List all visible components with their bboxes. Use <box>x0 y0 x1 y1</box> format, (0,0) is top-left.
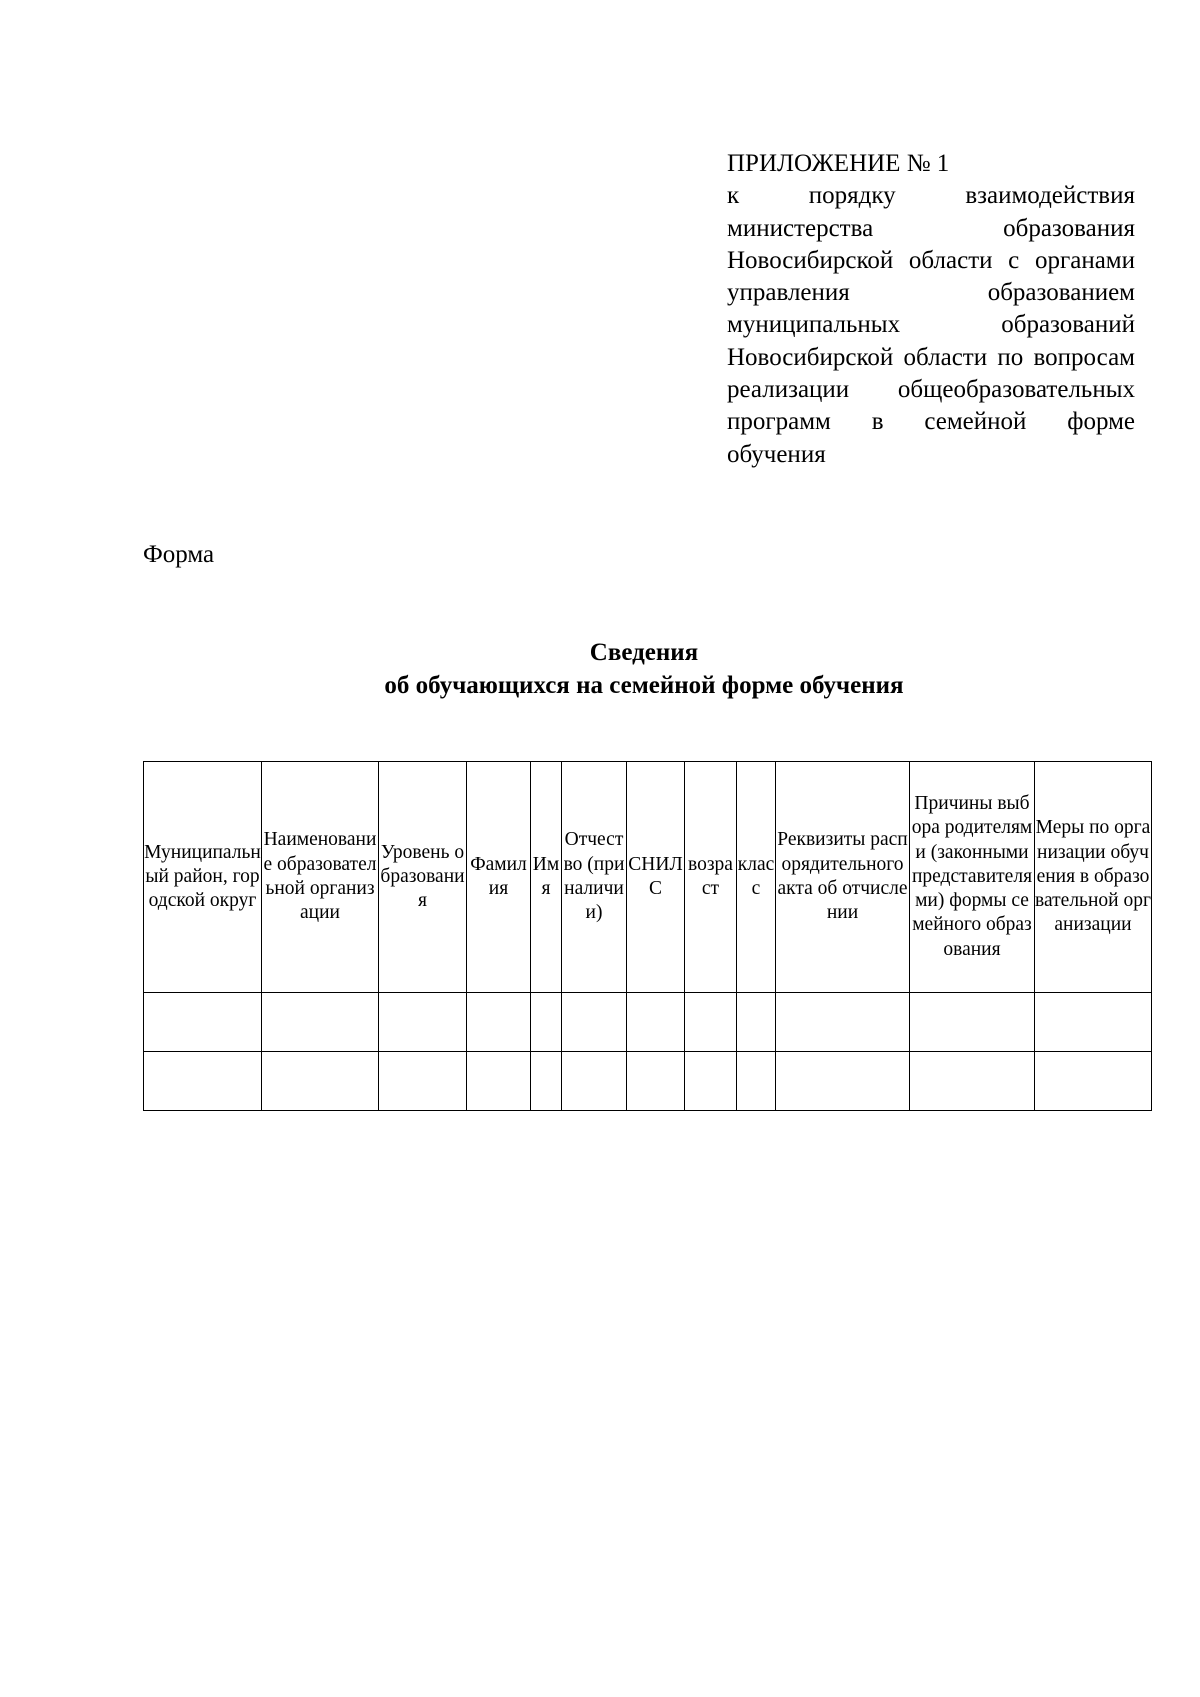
appendix-title: ПРИЛОЖЕНИЕ № 1 <box>727 150 950 177</box>
header-education-level: Уровень образования <box>379 762 467 993</box>
document-title: Сведения <box>589 639 699 666</box>
header-reasons: Причины выбора родителями (законными представителями) формы семейного образования <box>910 762 1035 993</box>
table-cell <box>531 993 562 1052</box>
header-grade: класс <box>737 762 776 993</box>
header-first-name: Имя <box>531 762 562 993</box>
table-cell <box>467 1052 531 1111</box>
table-cell <box>737 993 776 1052</box>
table-cell <box>531 1052 562 1111</box>
table-cell <box>379 993 467 1052</box>
table-cell <box>685 1052 737 1111</box>
table-cell <box>776 993 910 1052</box>
header-patronymic: Отчество (при наличии) <box>562 762 627 993</box>
table-cell <box>1035 993 1152 1052</box>
table-row <box>144 1052 1152 1111</box>
table-row <box>144 993 1152 1052</box>
table-cell <box>627 993 685 1052</box>
header-surname: Фамилия <box>467 762 531 993</box>
table-cell <box>1035 1052 1152 1111</box>
appendix-text: к порядку взаимодействия министерства образования Новосибирской области с органами управления образованием муниципальных образований Новосибирской области по вопросам реализации общеобразовательных программ в семейной форме обучения <box>727 182 1135 468</box>
report-table <box>143 761 1152 1111</box>
table-cell <box>562 993 627 1052</box>
table-cell <box>144 1052 262 1111</box>
table-cell <box>562 1052 627 1111</box>
table-cell <box>910 993 1035 1052</box>
header-age: возраст <box>685 762 737 993</box>
table-cell <box>627 1052 685 1111</box>
table-cell <box>262 993 379 1052</box>
header-snils: СНИЛС <box>627 762 685 993</box>
table-header-row <box>144 762 1152 993</box>
header-measures: Меры по организации обучения в образовательной организации <box>1035 762 1152 993</box>
header-expulsion-act: Реквизиты распорядительного акта об отчислении <box>776 762 910 993</box>
form-label: Форма <box>143 541 215 568</box>
table-cell <box>685 993 737 1052</box>
table-cell <box>262 1052 379 1111</box>
appendix-block <box>727 148 1135 471</box>
table-cell <box>144 993 262 1052</box>
header-organization-name: Наименование образовательной организации <box>262 762 379 993</box>
table-cell <box>910 1052 1035 1111</box>
document-subtitle: об обучающихся на семейной форме обучения <box>384 672 904 699</box>
header-municipal-district: Муниципальный район, городской округ <box>144 762 262 993</box>
table-cell <box>379 1052 467 1111</box>
table-cell <box>776 1052 910 1111</box>
table-cell <box>737 1052 776 1111</box>
table-cell <box>467 993 531 1052</box>
